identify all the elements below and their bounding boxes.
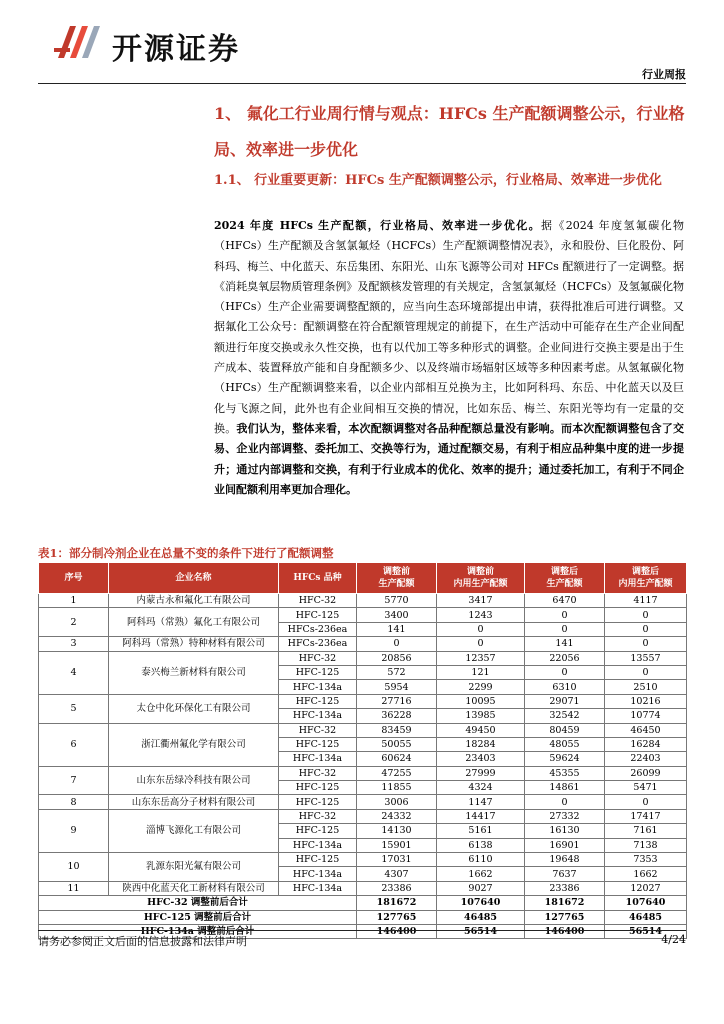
para-lead: 2024 年度 HFCs 生产配额，行业格局、效率进一步优化。 xyxy=(214,219,542,232)
table-cell: 45355 xyxy=(525,766,605,780)
table-header-cell: 序号 xyxy=(39,563,109,594)
table-cell: 7 xyxy=(39,766,109,795)
table-cell: HFC-32 xyxy=(279,651,357,665)
table-cell: 80459 xyxy=(525,723,605,737)
table-cell: 572 xyxy=(357,665,437,679)
table-cell: HFC-125 xyxy=(279,608,357,622)
table-cell: 141 xyxy=(357,622,437,636)
table-cell: 0 xyxy=(437,637,525,651)
table-cell: 淄博飞源化工有限公司 xyxy=(109,809,279,852)
table-header-cell: 调整后 生产配额 xyxy=(525,563,605,594)
table-cell: HFC-32 xyxy=(279,594,357,608)
table-row xyxy=(39,766,687,780)
table-cell: 6 xyxy=(39,723,109,766)
table-cell: HFC-125 xyxy=(279,795,357,809)
table-cell: 6138 xyxy=(437,838,525,852)
table-cell: 13557 xyxy=(605,651,687,665)
table-row xyxy=(39,881,687,895)
table-cell: 16130 xyxy=(525,824,605,838)
table-cell: 0 xyxy=(525,608,605,622)
table-cell: 1662 xyxy=(437,867,525,881)
subsection-heading: 1.1、 行业重要更新：HFCs 生产配额调整公示，行业格局、效率进一步优化 xyxy=(214,173,662,188)
table-cell: HFC-32 xyxy=(279,723,357,737)
table-cell: 3006 xyxy=(357,795,437,809)
table-cell: 32542 xyxy=(525,709,605,723)
table-row xyxy=(39,608,687,622)
table-cell: 7161 xyxy=(605,824,687,838)
table-cell: 24332 xyxy=(357,809,437,823)
table-cell: 7353 xyxy=(605,853,687,867)
table-cell: 10774 xyxy=(605,709,687,723)
table-header-cell: 调整前 内用生产配额 xyxy=(437,563,525,594)
table-row xyxy=(39,723,687,737)
quota-table xyxy=(38,562,687,939)
table-cell: 10 xyxy=(39,853,109,882)
table-cell: 14861 xyxy=(525,781,605,795)
table-cell: 11 xyxy=(39,881,109,895)
table-cell: 36228 xyxy=(357,709,437,723)
table-cell: 2510 xyxy=(605,680,687,694)
table-cell: 59624 xyxy=(525,752,605,766)
table-cell: HFC-125 xyxy=(279,781,357,795)
table-cell: 0 xyxy=(437,622,525,636)
table-cell: HFC-125 xyxy=(279,824,357,838)
table-header-cell: 调整后 内用生产配额 xyxy=(605,563,687,594)
table-cell: HFC-134a xyxy=(279,881,357,895)
table-cell: HFC-32 调整前后合计 xyxy=(39,896,357,910)
table-cell: 3417 xyxy=(437,594,525,608)
table-header-cell: 企业名称 xyxy=(109,563,279,594)
table-cell: 4307 xyxy=(357,867,437,881)
table-cell: 9 xyxy=(39,809,109,852)
table-cell: HFC-134a xyxy=(279,838,357,852)
table-cell: 23386 xyxy=(357,881,437,895)
table-cell: 1662 xyxy=(605,867,687,881)
table-cell: 17417 xyxy=(605,809,687,823)
table-row xyxy=(39,795,687,809)
table-cell: 0 xyxy=(605,795,687,809)
table-cell: 146400 xyxy=(525,924,605,938)
table-cell: 15901 xyxy=(357,838,437,852)
table-cell: 14130 xyxy=(357,824,437,838)
table-cell: 12357 xyxy=(437,651,525,665)
table-cell: 6110 xyxy=(437,853,525,867)
table-cell: 107640 xyxy=(605,896,687,910)
table-cell: HFC-32 xyxy=(279,809,357,823)
table-cell: 83459 xyxy=(357,723,437,737)
table-cell: 23386 xyxy=(525,881,605,895)
table-cell: 6310 xyxy=(525,680,605,694)
header-divider xyxy=(38,83,686,84)
table-cell: 10216 xyxy=(605,694,687,708)
table-row xyxy=(39,594,687,608)
table-cell: 5770 xyxy=(357,594,437,608)
table-cell: 5954 xyxy=(357,680,437,694)
logo-mark-icon xyxy=(48,18,108,68)
table-row xyxy=(39,694,687,708)
table-cell: 181672 xyxy=(357,896,437,910)
table-cell: 13985 xyxy=(437,709,525,723)
table-cell: 6470 xyxy=(525,594,605,608)
footer-disclaimer: 请务必参阅正文后面的信息披露和法律声明 xyxy=(38,935,247,948)
table-cell: 陕西中化蓝天化工新材料有限公司 xyxy=(109,881,279,895)
table-cell: 107640 xyxy=(437,896,525,910)
table-cell: HFC-125 调整前后合计 xyxy=(39,910,357,924)
table-cell: 48055 xyxy=(525,737,605,751)
table-cell: 56514 xyxy=(605,924,687,938)
section-heading: 1、 氟化工行业周行情与观点：HFCs 生产配额调整公示，行业格局、效率进一步优化 xyxy=(214,104,685,159)
table-header-row xyxy=(39,563,687,594)
table-cell: 60624 xyxy=(357,752,437,766)
table-cell: 46485 xyxy=(605,910,687,924)
table-cell: 7637 xyxy=(525,867,605,881)
table-cell: 27716 xyxy=(357,694,437,708)
table-cell: HFC-125 xyxy=(279,853,357,867)
table-cell: 121 xyxy=(437,665,525,679)
table-cell: 19648 xyxy=(525,853,605,867)
table-cell: 29071 xyxy=(525,694,605,708)
table-cell: HFCs-236ea xyxy=(279,622,357,636)
table-cell: 127765 xyxy=(357,910,437,924)
table-cell: HFC-125 xyxy=(279,694,357,708)
table-cell: 5161 xyxy=(437,824,525,838)
table-cell: HFC-134a xyxy=(279,867,357,881)
table-cell: 17031 xyxy=(357,853,437,867)
table-cell: 22056 xyxy=(525,651,605,665)
page-number: 4/24 xyxy=(661,933,686,946)
table-cell: HFC-134a xyxy=(279,752,357,766)
table-cell: 0 xyxy=(605,665,687,679)
table-cell: 浙江衢州氟化学有限公司 xyxy=(109,723,279,766)
table-cell: 泰兴梅兰新材料有限公司 xyxy=(109,651,279,694)
table-cell: 乳源东阳光氟有限公司 xyxy=(109,853,279,882)
table-cell: HFC-125 xyxy=(279,737,357,751)
table-cell: 4324 xyxy=(437,781,525,795)
table-cell: 2299 xyxy=(437,680,525,694)
table-cell: 1 xyxy=(39,594,109,608)
report-type: 行业周报 xyxy=(642,68,686,81)
table-row xyxy=(39,651,687,665)
table-cell: 山东东岳绿冷科技有限公司 xyxy=(109,766,279,795)
table-cell: 181672 xyxy=(525,896,605,910)
table-cell: 49450 xyxy=(437,723,525,737)
table-cell: 4 xyxy=(39,651,109,694)
table-cell: 141 xyxy=(525,637,605,651)
table-cell: HFC-134a 调整前后合计 xyxy=(39,924,357,938)
body-paragraph xyxy=(214,216,684,500)
table-cell: 47255 xyxy=(357,766,437,780)
table-cell: 14417 xyxy=(437,809,525,823)
table-cell: 23403 xyxy=(437,752,525,766)
table-cell: 7138 xyxy=(605,838,687,852)
table-cell: 0 xyxy=(525,795,605,809)
table-cell: 127765 xyxy=(525,910,605,924)
table-title: 表1：部分制冷剂企业在总量不变的条件下进行了配额调整 xyxy=(38,546,334,560)
para-conclusion: 我们认为，整体来看，本次配额调整对各品种配额总量没有影响。而本次配额调整包含了交易、企业内部调整、委托加工、交换等行为，通过配额交易，有利于相应品种集中度的进一步提升；通过内部调整和交换，有利于行业成本的优化、效率的提升；通过委托加工，有利于不同企业间配额利用率更加合理化。 xyxy=(214,421,684,496)
table-cell: 46450 xyxy=(605,723,687,737)
table-cell: 26099 xyxy=(605,766,687,780)
table-cell: HFC-134a xyxy=(279,680,357,694)
table-cell: 山东东岳高分子材料有限公司 xyxy=(109,795,279,809)
table-cell: 阿科玛（常熟）特种材料有限公司 xyxy=(109,637,279,651)
table-cell: 0 xyxy=(605,608,687,622)
table-cell: 8 xyxy=(39,795,109,809)
table-cell: 12027 xyxy=(605,881,687,895)
table-header-cell: HFCs 品种 xyxy=(279,563,357,594)
table-cell: 22403 xyxy=(605,752,687,766)
table-cell: 50055 xyxy=(357,737,437,751)
footer-divider xyxy=(38,930,686,931)
company-logo xyxy=(48,18,288,68)
table-cell: 9027 xyxy=(437,881,525,895)
table-cell: HFC-125 xyxy=(279,665,357,679)
table-cell: 46485 xyxy=(437,910,525,924)
table-body xyxy=(39,594,687,939)
table-cell: 5 xyxy=(39,694,109,723)
table-cell: 0 xyxy=(357,637,437,651)
table-cell: 56514 xyxy=(437,924,525,938)
table-cell: 2 xyxy=(39,608,109,637)
table-total-row xyxy=(39,910,687,924)
table-total-row xyxy=(39,896,687,910)
table-cell: 1243 xyxy=(437,608,525,622)
table-cell: HFC-32 xyxy=(279,766,357,780)
table-cell: 0 xyxy=(525,622,605,636)
table-cell: 18284 xyxy=(437,737,525,751)
table-cell: 内蒙古永和氟化工有限公司 xyxy=(109,594,279,608)
table-row xyxy=(39,637,687,651)
table-cell: 27332 xyxy=(525,809,605,823)
table-cell: 0 xyxy=(525,665,605,679)
table-cell: 20856 xyxy=(357,651,437,665)
table-cell: 16901 xyxy=(525,838,605,852)
table-cell: 0 xyxy=(605,622,687,636)
table-cell: 3400 xyxy=(357,608,437,622)
table-row xyxy=(39,853,687,867)
table-cell: HFC-134a xyxy=(279,709,357,723)
table-cell: 16284 xyxy=(605,737,687,751)
table-cell: 太仓中化环保化工有限公司 xyxy=(109,694,279,723)
logo-text: 开源证券 xyxy=(112,32,240,67)
table-cell: 阿科玛（常熟）氟化工有限公司 xyxy=(109,608,279,637)
para-body: 据《2024 年度氢氟碳化物（HFCs）生产配额及含氢氯氟烃（HCFCs）生产配额调整情况表》，永和股份、巨化股份、阿科玛、梅兰、中化蓝天、东岳集团、东阳光、山东飞源等公司对 HFCs 配额进行了一定调整。据《消耗臭氧层物质管理条例》及配额核发管理的有关规定，含氢氯氟烃（HCFCs）及氢氟碳化物（HFCs）生产企业需要调整配额的，应当向生态环境部提出申请，获得批准后可进行调整。又据氟化工公众号：配额调整在符合配额管理规定的前提下，在生产活动中可能存在生产企业间配额进行年度交换或永久性交换，也有以代加工等多种形式的调整。企业间进行交换主要是出于生产成本、装置释放产能和自身配额多少、以及终端市场辐射区域等多种因素考虑。从氢氟碳化物（HFCs）生产配额调整来看，以企业内部相互兑换为主，比如阿科玛、东岳、中化蓝天以及巨化与飞源之间，此外也有企业间相互交换的情况，比如东岳、梅兰、东阳光等均有一定量的交换。 xyxy=(214,219,684,435)
table-cell: 146400 xyxy=(357,924,437,938)
table-cell: HFCs-236ea xyxy=(279,637,357,651)
table-cell: 5471 xyxy=(605,781,687,795)
table-cell: 11855 xyxy=(357,781,437,795)
table-cell: 1147 xyxy=(437,795,525,809)
table-cell: 3 xyxy=(39,637,109,651)
table-cell: 10095 xyxy=(437,694,525,708)
table-cell: 4117 xyxy=(605,594,687,608)
table-cell: 0 xyxy=(605,637,687,651)
table-cell: 27999 xyxy=(437,766,525,780)
table-header-cell: 调整前 生产配额 xyxy=(357,563,437,594)
table-row xyxy=(39,809,687,823)
